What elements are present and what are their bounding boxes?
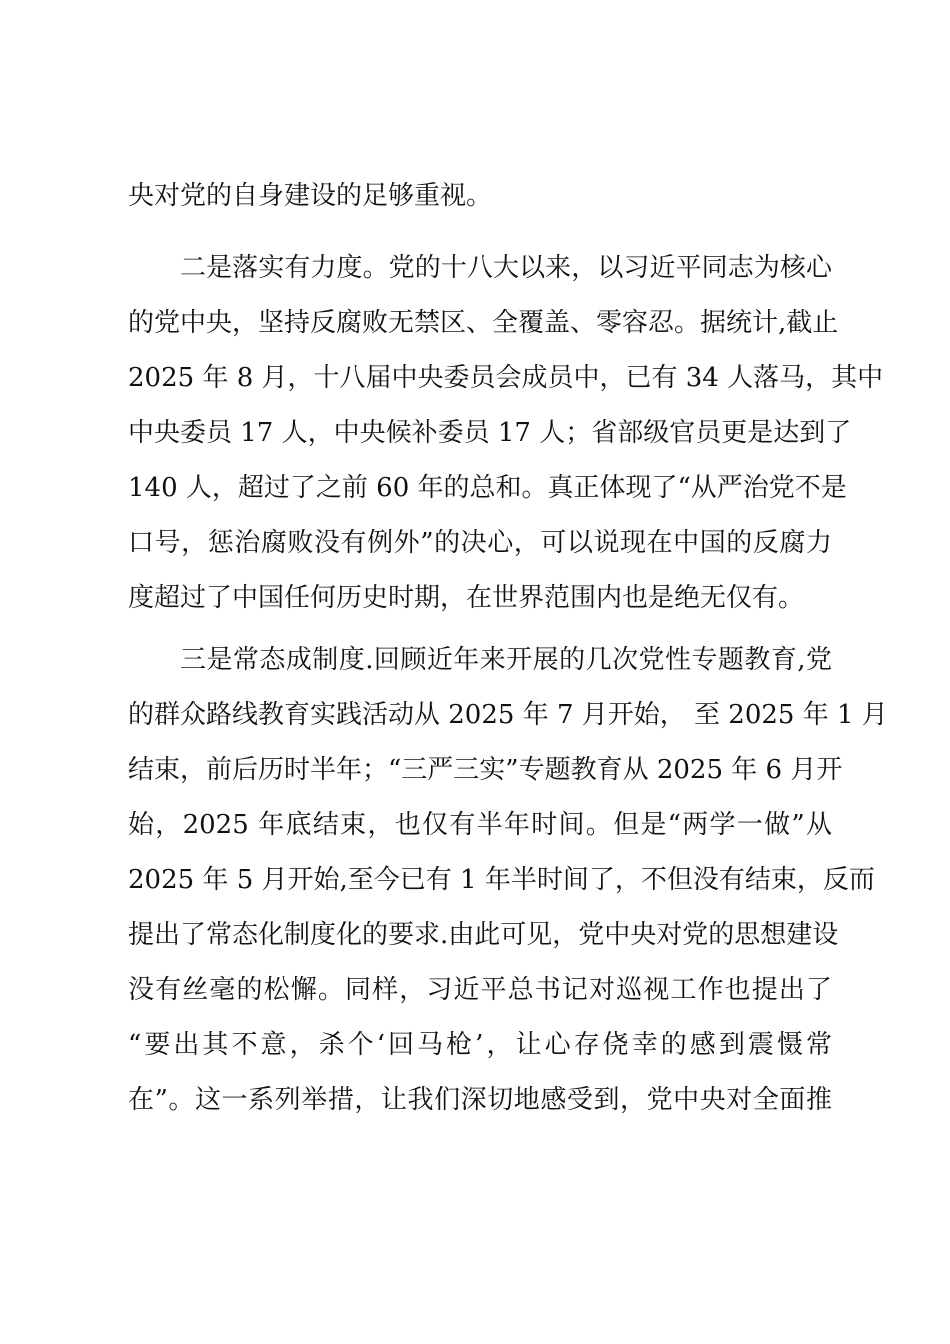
text-line: 140 人，超过了之前 60 年的总和。真正体现了“从严治党不是	[128, 473, 847, 503]
paragraph-start-line: 二是落实有力度。党的十八大以来，以习近平同志为核心	[180, 253, 832, 283]
text-line: 央对党的自身建设的足够重视。	[128, 181, 493, 211]
paragraph-start-line: 三是常态成制度.回顾近年来开展的几次党性专题教育,党	[180, 645, 832, 675]
text-line: 提出了常态化制度化的要求.由此可见，党中央对党的思想建设	[128, 920, 839, 950]
text-line: 在”。这一系列举措，让我们深切地感受到，党中央对全面推	[128, 1085, 832, 1115]
text-line: 中央委员 17 人，中央候补委员 17 人；省部级官员更是达到了	[128, 418, 852, 448]
text-line: 度超过了中国任何历史时期，在世界范围内也是绝无仅有。	[128, 583, 805, 613]
text-line: 2025 年 8 月，十八届中央委员会成员中，已有 34 人落马，其中	[128, 363, 884, 393]
text-line: 2025 年 5 月开始,至今已有 1 年半时间了，不但没有结束，反而	[128, 865, 875, 895]
text-line: 口号，惩治腐败没有例外”的决心，可以说现在中国的反腐力	[128, 528, 832, 558]
text-line: 的群众路线教育实践活动从 2025 年 7 月开始， 至 2025 年 1 月	[128, 700, 888, 730]
text-line: 结束，前后历时半年；“三严三实”专题教育从 2025 年 6 月开	[128, 755, 843, 785]
text-line: “要出其不意，杀个‘回马枪’，让心存侥幸的感到震慑常	[128, 1030, 832, 1060]
text-line: 没有丝毫的松懈。同样，习近平总书记对巡视工作也提出了	[128, 975, 832, 1005]
text-line: 的党中央，坚持反腐败无禁区、全覆盖、零容忍。据统计,截止	[128, 308, 839, 338]
text-line: 始，2025 年底结束，也仅有半年时间。但是“两学一做”从	[128, 810, 832, 840]
